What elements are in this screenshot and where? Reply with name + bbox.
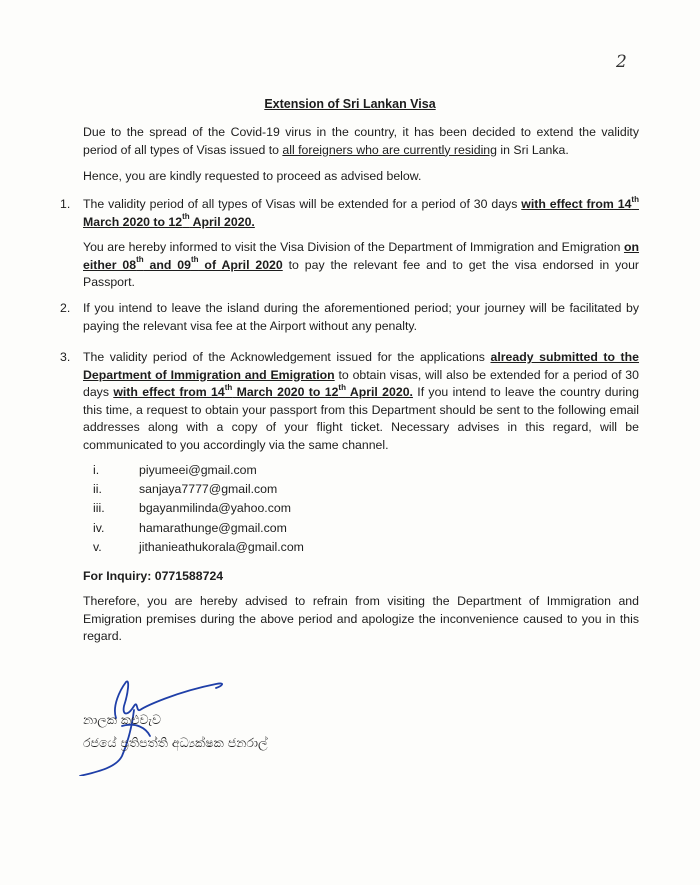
item-3-department: already submitted to the Department of Immigration and Emigration <box>83 350 640 382</box>
item-3-paragraph <box>83 349 639 454</box>
visit-date-a: on either 08 <box>83 240 639 272</box>
item-number-3: 3. <box>60 350 71 364</box>
item-3-sup-b: th <box>338 382 346 392</box>
intro-paragraph <box>83 124 639 159</box>
visit-sup-a: th <box>136 255 144 265</box>
item-1-text: The validity period of all types of Visas will be extended for a period of 30 days <box>83 197 522 211</box>
page-number: 2 <box>616 52 627 72</box>
item-1-visit-text: You are hereby informed to visit the Visa Division of the Department of Immigration and Emigration <box>83 240 624 254</box>
intro-underlined-text: all foreigners who are currently residing <box>282 142 497 157</box>
signatory-title: රජයේ ප්‍රතිපත්ති අධ්‍යක්ෂක ජනරාල් <box>83 735 268 750</box>
email-list <box>83 461 483 557</box>
closing-paragraph: Therefore, you are hereby advised to refrain from visiting the Department of Immigration and Emigration premises during the above period and apologize the inconvenience caused to you in this regard. <box>83 594 639 643</box>
intro-text-start: Due to the spread of the Covid-19 virus in the country, it has been decided to extend the validity period of all types of Visas issued to <box>83 125 639 157</box>
item-1-sup-b: th <box>182 212 190 222</box>
intro-text-end: in Sri Lanka. <box>497 142 569 157</box>
item-3-date-b: March 2020 to 12 <box>232 385 339 399</box>
item-number-2: 2. <box>60 301 71 315</box>
item-2-paragraph: If you intend to leave the island during the aforementioned period; your journey will be facilitated by paying the relevant visa fee at the Airport without any penalty. <box>83 301 639 333</box>
email-address[interactable]: hamarathunge@gmail.com <box>139 520 287 535</box>
visit-sup-b: th <box>190 255 199 265</box>
email-numeral: ii. <box>93 482 102 497</box>
inquiry-line: For Inquiry: 0771588724 <box>83 569 224 583</box>
email-numeral: v. <box>93 539 102 554</box>
item-3-date-c: April 2020. <box>345 385 413 399</box>
item-3-text: The validity period of the Acknowledgement issued for the applications <box>83 350 491 364</box>
item-3-effect-dates <box>113 382 413 399</box>
item-3-date-a: with effect from 14 <box>113 385 225 399</box>
email-numeral: iv. <box>93 520 105 535</box>
item-1-visit-paragraph <box>83 239 639 292</box>
visit-date-c: of April 2020 <box>198 257 283 272</box>
email-list-item <box>83 499 483 518</box>
email-list-item <box>83 480 483 499</box>
item-1-date-a: with effect from 14 <box>521 197 632 211</box>
email-address[interactable]: jithanieathukorala@gmail.com <box>139 539 304 554</box>
email-numeral: i. <box>93 463 100 477</box>
document-title: Extension of Sri Lankan Visa <box>264 97 436 111</box>
item-number-1: 1. <box>60 197 71 211</box>
email-list-item <box>83 461 483 480</box>
email-address[interactable]: piyumeei@gmail.com <box>139 463 257 477</box>
item-1-visit-text-end: to pay the relevant fee and to get the visa endorsed in your Passport. <box>83 257 640 289</box>
item-1-date-b: March 2020 to 12 <box>83 214 183 229</box>
email-address[interactable]: bgayanmilinda@yahoo.com <box>139 501 291 516</box>
intro-request: Hence, you are kindly requested to proceed as advised below. <box>83 169 422 183</box>
item-3-text-end: If you intend to leave the country during this time, a request to obtain your passport from this Department should be sent to the following email addresses along with a copy of your flight ticket. Necessary advises in this regard, will be communicated to you accordingly via the same channel. <box>83 385 639 452</box>
item-1-sup-a: th <box>631 194 639 204</box>
email-numeral: iii. <box>93 501 105 516</box>
item-1-paragraph <box>83 196 639 231</box>
item-3-text-mid: to obtain visas, will also be extended for a period of 30 days <box>83 367 639 399</box>
email-list-item <box>83 538 483 557</box>
item-3-sup-a: th <box>224 382 233 392</box>
signature-block <box>76 676 336 776</box>
signatory-name: නාලක කළුවැව <box>83 712 161 727</box>
visit-date-b: and 09 <box>143 257 191 272</box>
email-address[interactable]: sanjaya7777@gmail.com <box>139 482 278 497</box>
email-list-item <box>83 519 483 538</box>
item-1-date-c: April 2020. <box>189 214 255 229</box>
